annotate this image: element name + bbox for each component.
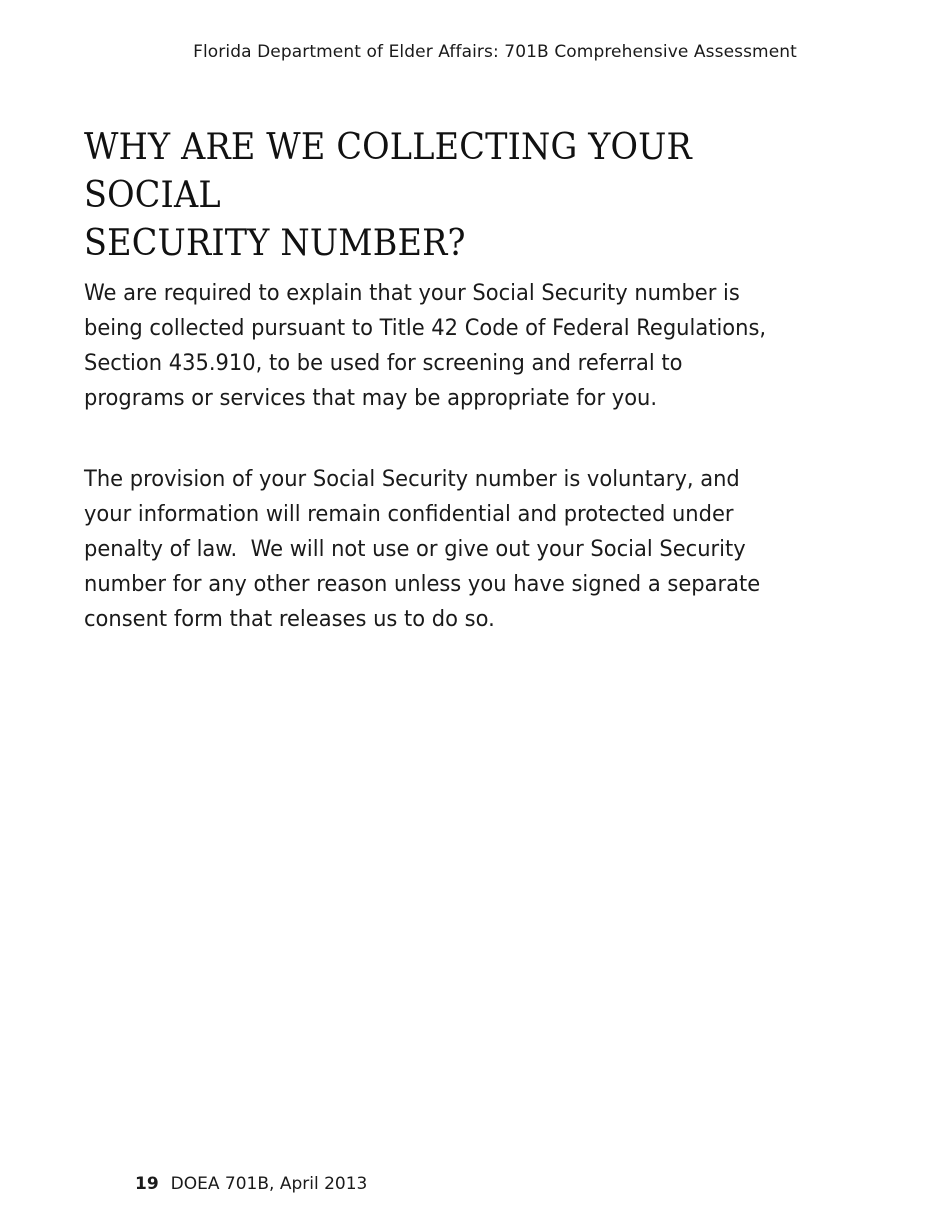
- paragraph-voluntary: [84, 462, 848, 637]
- paragraph-purpose: [84, 276, 848, 416]
- heading-line: SECURITY NUMBER?: [84, 223, 466, 264]
- heading-line: WHY ARE WE COLLECTING YOUR SOCIAL: [84, 127, 692, 216]
- paragraph-line: being collected pursuant to Title 42 Code of Federal Regulations,: [84, 316, 767, 341]
- paragraph-line: The provision of your Social Security number is voluntary, and: [84, 467, 740, 492]
- paragraph-line: consent form that releases us to do so.: [84, 607, 495, 632]
- paragraph-line: We are required to explain that your Social Security number is: [84, 281, 740, 306]
- page-footer: [135, 1174, 367, 1194]
- paragraph-line: penalty of law. We will not use or give out your Social Security: [84, 537, 746, 562]
- paragraph-line: number for any other reason unless you have signed a separate: [84, 572, 761, 597]
- page-heading: [84, 124, 828, 268]
- paragraph-line: Section 435.910, to be used for screening and referral to: [84, 351, 683, 376]
- paragraph-line: programs or services that may be appropriate for you.: [84, 386, 658, 411]
- page-number: 19: [135, 1174, 159, 1194]
- running-header: Florida Department of Elder Affairs: 701B Comprehensive Assessment: [193, 42, 797, 62]
- document-id: DOEA 701B, April 2013: [170, 1174, 368, 1194]
- paragraph-line: your information will remain confidential and protected under: [84, 502, 734, 527]
